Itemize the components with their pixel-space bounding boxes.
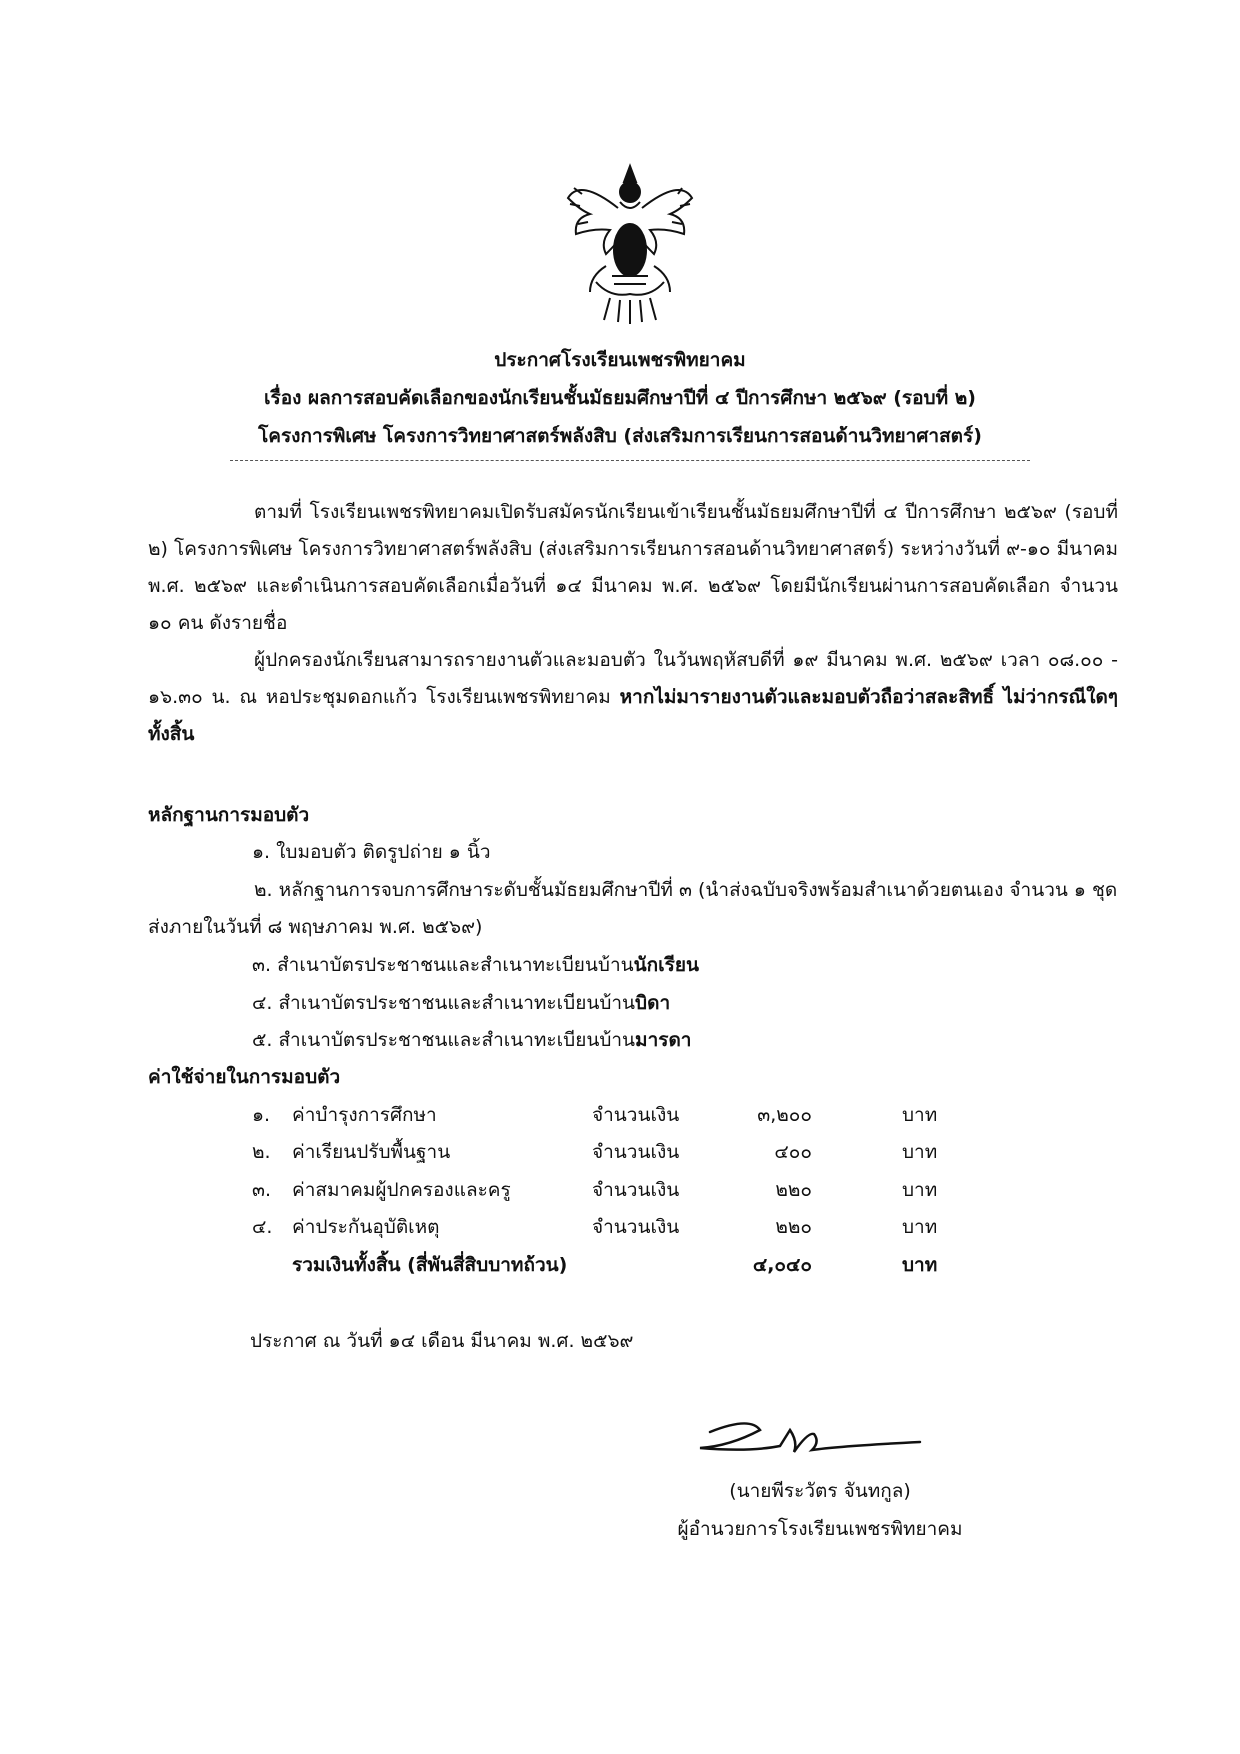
fee-label: จำนวนเงิน [592, 1179, 680, 1201]
fee-amount: ๒๒๐ [775, 1216, 812, 1238]
fee-amount: ๔๐๐ [774, 1141, 812, 1163]
fee-row [252, 1100, 942, 1136]
paragraph-2 [148, 642, 1118, 753]
fee-total-unit: บาท [902, 1254, 938, 1276]
evidence-item-4-text: ๔. สำเนาบัตรประชาชนและสำเนาทะเบียนบ้าน [252, 992, 636, 1014]
fee-total-row [252, 1250, 942, 1286]
evidence-item-5-bold: มารดา [635, 1029, 692, 1051]
document-program: โครงการพิเศษ โครงการวิทยาศาสตร์พลังสิบ (ส่งเสริมการเรียนการสอนด้านวิทยาศาสตร์) [258, 425, 982, 447]
paragraph-announcement [148, 494, 1118, 753]
fee-name: ค่าสมาคมผู้ปกครองและครู [292, 1179, 511, 1201]
evidence-item-4-bold: บิดา [635, 992, 671, 1014]
fee-amount: ๓,๒๐๐ [757, 1104, 812, 1126]
fee-name: ค่าบำรุงการศึกษา [292, 1104, 437, 1126]
fees-heading: ค่าใช้จ่ายในการมอบตัว [148, 1066, 341, 1088]
fee-total-label: รวมเงินทั้งสิ้น (สี่พันสี่สิบบาทถ้วน) [292, 1254, 568, 1276]
fee-label: จำนวนเงิน [592, 1216, 680, 1238]
evidence-item-5 [252, 1025, 691, 1055]
fee-row [252, 1175, 942, 1211]
evidence-item-3-text: ๓. สำเนาบัตรประชาชนและสำเนาทะเบียนบ้าน [252, 954, 634, 976]
fee-row [252, 1212, 942, 1248]
fee-name: ค่าประกันอุบัติเหตุ [292, 1216, 440, 1238]
fee-row [252, 1137, 942, 1173]
evidence-item-3 [252, 950, 699, 980]
fee-unit: บาท [902, 1179, 938, 1201]
fee-name: ค่าเรียนปรับพื้นฐาน [292, 1141, 451, 1163]
signature-icon [690, 1412, 930, 1472]
paragraph-2-text: ผู้ปกครองนักเรียนสามารถรายงานตัวและมอบตัว ในวันพฤหัสบดีที่ ๑๙ มีนาคม พ.ศ. ๒๕๖๙ เวลา ๐๘.๐๐ - ๑๖.๓๐ น. ณ หอประชุมดอกแก้ว โรงเรียนเพชรพิทยาคม [148, 649, 1118, 708]
fee-number: ๒. [252, 1141, 271, 1163]
signer-position: ผู้อำนวยการโรงเรียนเพชรพิทยาคม [677, 1518, 963, 1540]
fee-number: ๓. [252, 1179, 272, 1201]
evidence-item-2-text: ๒. หลักฐานการจบการศึกษาระดับชั้นมัธยมศึกษาปีที่ ๓ (นำส่งฉบับจริงพร้อมสำเนาด้วยตนเอง จำนวน ๑ ชุด ส่งภายในวันที่ ๘ พฤษภาคม พ.ศ. ๒๕๖๙) [148, 879, 1118, 938]
paragraph-1: ตามที่ โรงเรียนเพชรพิทยาคมเปิดรับสมัครนักเรียนเข้าเรียนชั้นมัธยมศึกษาปีที่ ๔ ปีการศึกษา ๒๕๖๙ (รอบที่ ๒) โครงการพิเศษ โครงการวิทยาศาสตร์พลังสิบ (ส่งเสริมการเรียนการสอนด้านวิทยาศาสตร์) ระหว่างวันที่ ๙-๑๐ มีนาคม พ.ศ. ๒๕๖๙ และดำเนินการสอบคัดเลือกเมื่อวันที่ ๑๔ มีนาคม พ.ศ. ๒๕๖๙ โดยมีนักเรียนผ่านการสอบคัดเลือก จำนวน ๑๐ คน ดังรายชื่อ [148, 501, 1118, 634]
fee-amount: ๒๒๐ [775, 1179, 812, 1201]
garuda-emblem-icon [560, 158, 700, 328]
evidence-item-1: ๑. ใบมอบตัว ติดรูปถ่าย ๑ นิ้ว [252, 841, 491, 863]
document-title: ประกาศโรงเรียนเพชรพิทยาคม [494, 349, 746, 371]
fee-number: ๑. [252, 1104, 271, 1126]
fee-total-amount: ๔,๐๔๐ [752, 1254, 812, 1276]
divider-line [230, 460, 1030, 461]
fee-label: จำนวนเงิน [592, 1104, 680, 1126]
evidence-item-3-bold: นักเรียน [633, 954, 699, 976]
fee-label: จำนวนเงิน [592, 1141, 680, 1163]
fee-unit: บาท [902, 1216, 938, 1238]
evidence-heading: หลักฐานการมอบตัว [148, 804, 310, 826]
evidence-item-4 [252, 988, 670, 1018]
fee-number: ๔. [252, 1216, 273, 1238]
fee-unit: บาท [902, 1141, 938, 1163]
paragraph-2-warning: หากไม่มารายงานตัวและมอบตัวถือว่าสละสิทธิ์ ไม่ว่ากรณีใดๆ ทั้งสิ้น [148, 686, 1119, 745]
evidence-item-5-text: ๕. สำเนาบัตรประชาชนและสำเนาทะเบียนบ้าน [252, 1029, 636, 1051]
document-subject: เรื่อง ผลการสอบคัดเลือกของนักเรียนชั้นมัธยมศึกษาปีที่ ๔ ปีการศึกษา ๒๕๖๙ (รอบที่ ๒) [264, 387, 976, 409]
fee-unit: บาท [902, 1104, 938, 1126]
signer-name: (นายพีระวัตร จันทกูล) [729, 1480, 911, 1502]
announce-date: ประกาศ ณ วันที่ ๑๔ เดือน มีนาคม พ.ศ. ๒๕๖๙ [250, 1330, 634, 1352]
evidence-item-2 [148, 872, 1118, 946]
